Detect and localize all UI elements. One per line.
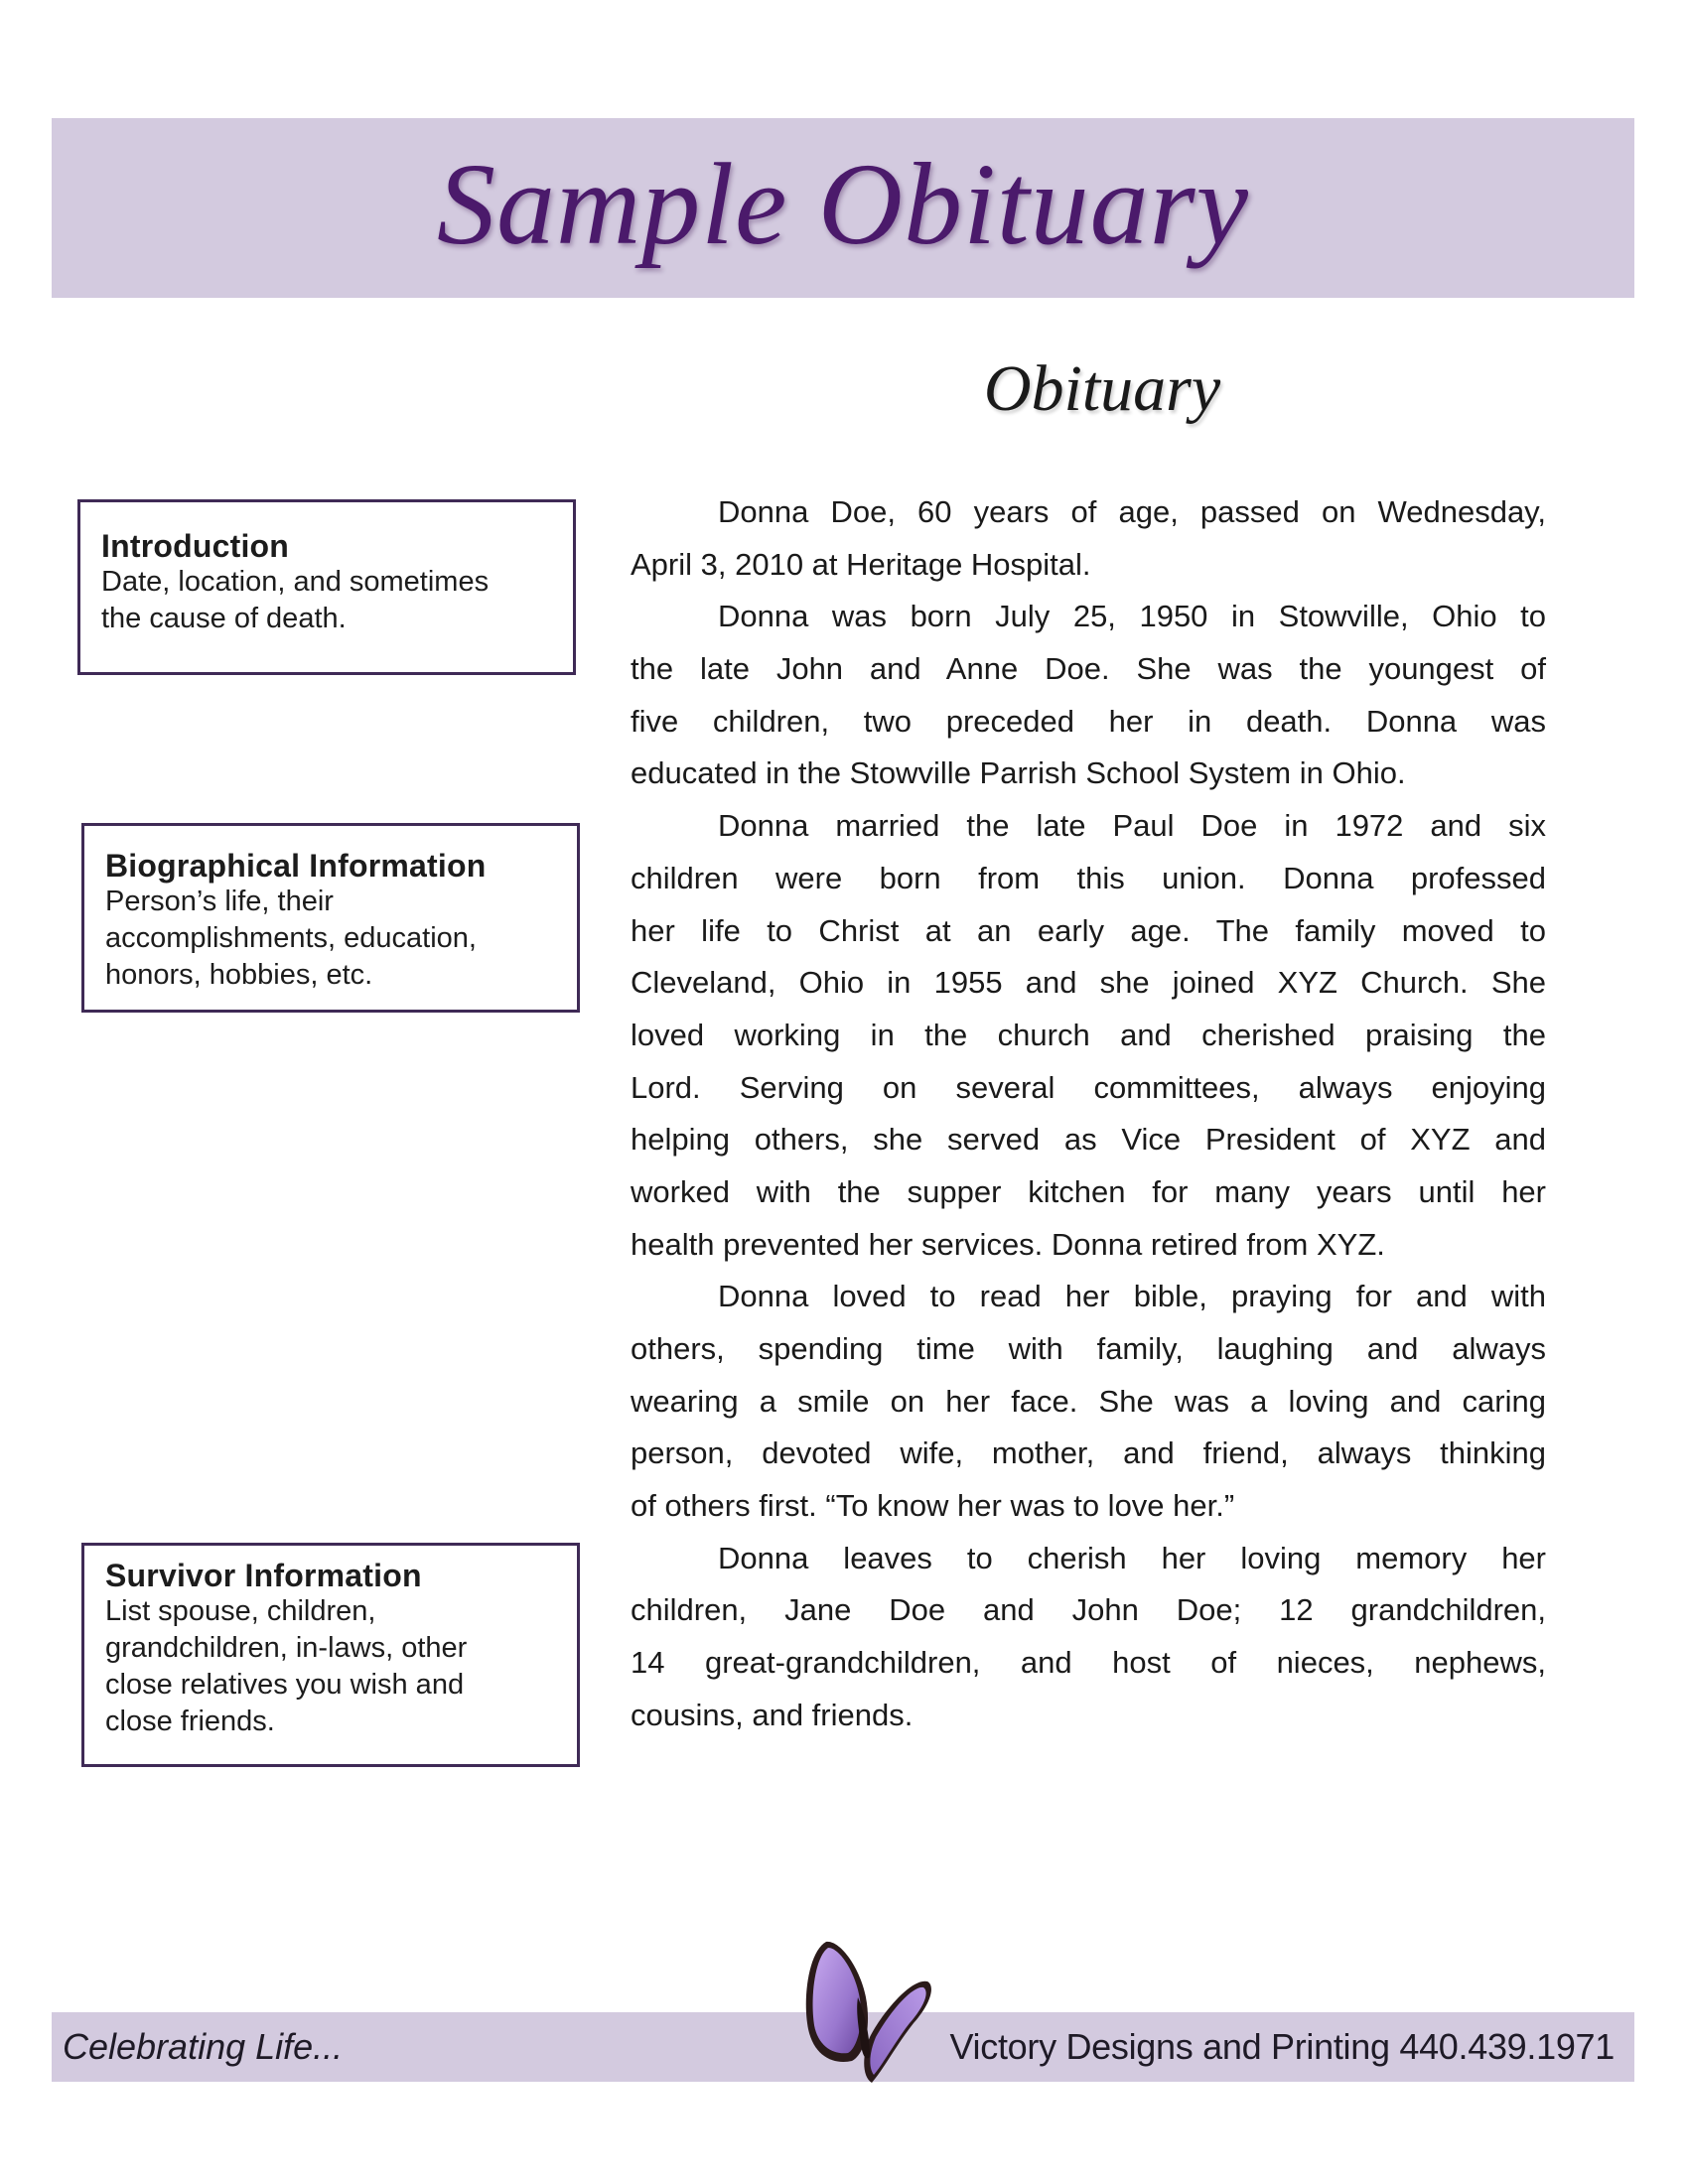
text-line: Donna married the late Paul Doe in 1972 and six xyxy=(718,808,1546,844)
text-line: children, Jane Doe and John Doe; 12 grandchildren, xyxy=(631,1592,1546,1628)
text-line: others, spending time with family, laughing and always xyxy=(631,1331,1546,1366)
paragraph-personality xyxy=(631,1271,1546,1532)
obituary-body xyxy=(631,486,1546,1742)
text-line: her life to Christ at an early age. The family moved to xyxy=(631,912,1546,948)
text-line: the late John and Anne Doe. She was the youngest of xyxy=(631,651,1546,687)
text-line: April 3, 2010 at Heritage Hospital. xyxy=(631,546,1091,582)
text-line: children were born from this union. Donna professed xyxy=(631,860,1546,895)
note-line: grandchildren, in-laws, other xyxy=(105,1632,468,1664)
text-line: person, devoted wife, mother, and friend, always thinking xyxy=(631,1435,1546,1471)
text-line: Donna was born July 25, 1950 in Stowville, Ohio to xyxy=(718,599,1546,634)
paragraph-birth xyxy=(631,591,1546,800)
note-line: List spouse, children, xyxy=(105,1595,376,1627)
paragraph-survivors xyxy=(631,1533,1546,1742)
note-line: Person’s life, their xyxy=(105,886,334,917)
text-line: Donna Doe, 60 years of age, passed on Wednesday, xyxy=(718,494,1546,529)
introduction-note-box xyxy=(77,499,576,675)
paragraph-death-notice xyxy=(631,486,1546,591)
text-line: Donna loved to read her bible, praying for and with xyxy=(718,1279,1546,1314)
text-line: helping others, she served as Vice President of XYZ and xyxy=(631,1122,1546,1158)
header-band xyxy=(52,118,1634,298)
text-line: of others first. “To know her was to love her.” xyxy=(631,1488,1235,1524)
text-line: health prevented her services. Donna retired from XYZ. xyxy=(631,1226,1385,1262)
text-line: 14 great-grandchildren, and host of nieces, nephews, xyxy=(631,1645,1546,1681)
note-line: close friends. xyxy=(105,1706,275,1737)
note-title: Survivor Information xyxy=(105,1558,422,1593)
text-line: Lord. Serving on several committees, always enjoying xyxy=(631,1069,1546,1105)
note-description xyxy=(101,564,555,637)
text-line: educated in the Stowville Parrish School System in Ohio. xyxy=(631,755,1406,791)
footer-contact: Victory Designs and Printing 440.439.1971 xyxy=(949,2026,1615,2067)
text-line: loved working in the church and cherished praising the xyxy=(631,1017,1546,1052)
text-line: worked with the supper kitchen for many years until her xyxy=(631,1173,1546,1209)
note-line: the cause of death. xyxy=(101,603,347,634)
survivor-note-box xyxy=(81,1543,580,1767)
note-description xyxy=(105,884,559,994)
note-title: Biographical Information xyxy=(105,848,487,884)
text-line: five children, two preceded her in death. Donna was xyxy=(631,703,1546,739)
biographical-note-box xyxy=(81,823,580,1013)
note-line: Date, location, and sometimes xyxy=(101,566,490,598)
butterfly-icon xyxy=(800,1938,939,2085)
text-line: wearing a smile on her face. She was a loving and caring xyxy=(631,1383,1546,1419)
note-line: close relatives you wish and xyxy=(105,1669,465,1701)
text-line: Donna leaves to cherish her loving memory her xyxy=(718,1540,1546,1575)
text-line: cousins, and friends. xyxy=(631,1697,914,1732)
section-subtitle: Obituary xyxy=(983,352,1221,425)
note-line: accomplishments, education, xyxy=(105,922,477,954)
footer-tagline: Celebrating Life... xyxy=(63,2026,344,2067)
note-title: Introduction xyxy=(101,528,290,564)
note-description xyxy=(105,1593,559,1740)
page-title: Sample Obituary xyxy=(437,139,1249,269)
text-line: Cleveland, Ohio in 1955 and she joined XYZ Church. She xyxy=(631,965,1546,1001)
note-line: honors, hobbies, etc. xyxy=(105,959,373,991)
paragraph-life xyxy=(631,800,1546,1271)
